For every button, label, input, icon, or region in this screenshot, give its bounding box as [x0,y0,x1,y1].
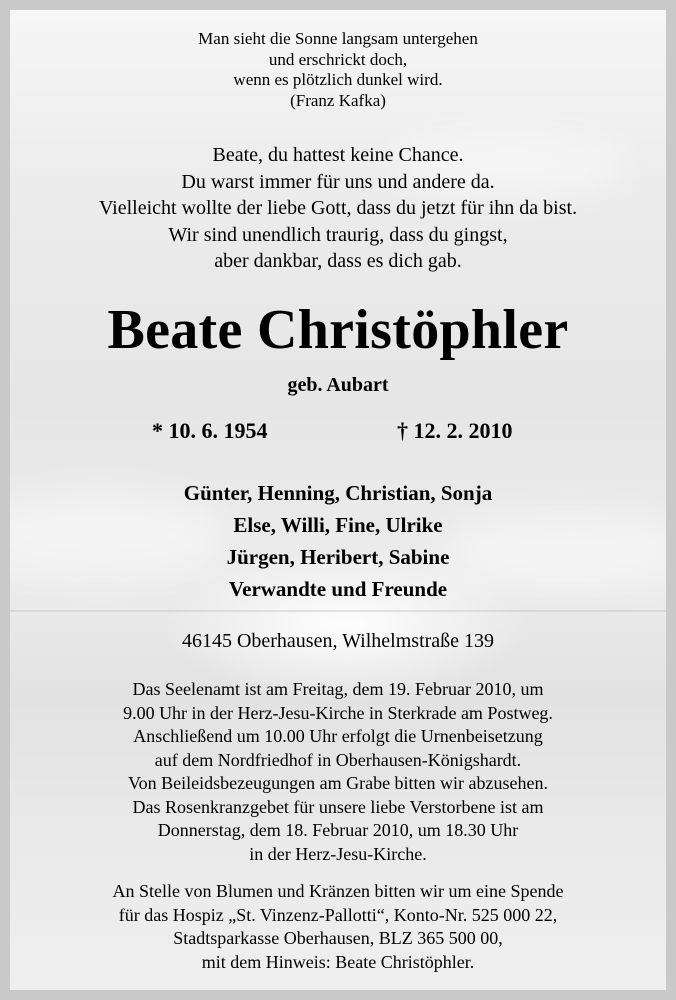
quote-line: Man sieht die Sonne langsam untergehen [198,29,478,48]
donation-line: Stadtsparkasse Oberhausen, BLZ 365 500 00, [173,928,503,948]
obituary-notice [10,10,666,990]
donation-line: für das Hospiz „St. Vinzenz-Pallotti“, Konto-Nr. 525 000 22, [118,904,558,925]
mourners-line: Else, Willi, Fine, Ulrike [233,513,443,537]
service-line: Donnerstag, dem 18. Februar 2010, um 18.30 Uhr [157,820,519,840]
horizon-line [10,610,666,612]
service-line: Von Beileidsbezeugungen am Grabe bitten wir abzusehen. [127,773,549,793]
donation-line: An Stelle von Blumen und Kränzen bitten wir um eine Spende [112,881,564,901]
verse-line: Wir sind unendlich traurig, dass du gingst, [168,223,508,246]
quote-line: und erschrickt doch, [268,49,408,69]
verse-line: Vielleicht wollte der liebe Gott, dass du jetzt für ihn da bist. [98,197,578,219]
service-line: Das Rosenkranzgebet für unsere liebe Verstorbene ist am [132,796,544,817]
service-line: auf dem Nordfriedhof in Oberhausen-Königshardt. [154,749,522,770]
birth-name: geb. Aubart [287,374,389,396]
mourners-line: Jürgen, Heribert, Sabine [226,545,450,569]
quote-author: (Franz Kafka) [290,90,386,110]
mourners-line: Verwandte und Freunde [228,577,448,601]
address: 46145 Oberhausen, Wilhelmstraße 139 [181,630,495,652]
birth-date: * 10. 6. 1954 [152,418,268,443]
verse-line: Du warst immer für uns und andere da. [181,170,495,193]
mourners-line: Günter, Henning, Christian, Sonja [183,481,493,505]
verse-line: aber dankbar, dass es dich gab. [214,250,462,272]
service-line: Anschließend um 10.00 Uhr erfolgt die Urnenbeisetzung [133,726,543,746]
donation-line: mit dem Hinweis: Beate Christöphler. [201,951,475,972]
death-date: † 12. 2. 2010 [397,418,513,443]
quote-line: wenn es plötzlich dunkel wird. [233,70,443,89]
deceased-name: Beate Christöphler [107,299,569,361]
service-line: Das Seelenamt ist am Freitag, dem 19. Februar 2010, um [132,679,544,699]
verse-line: Beate, du hattest keine Chance. [212,144,464,166]
service-line: in der Herz-Jesu-Kirche. [249,843,427,864]
service-line: 9.00 Uhr in der Herz-Jesu-Kirche in Sterkrade am Postweg. [123,702,553,723]
